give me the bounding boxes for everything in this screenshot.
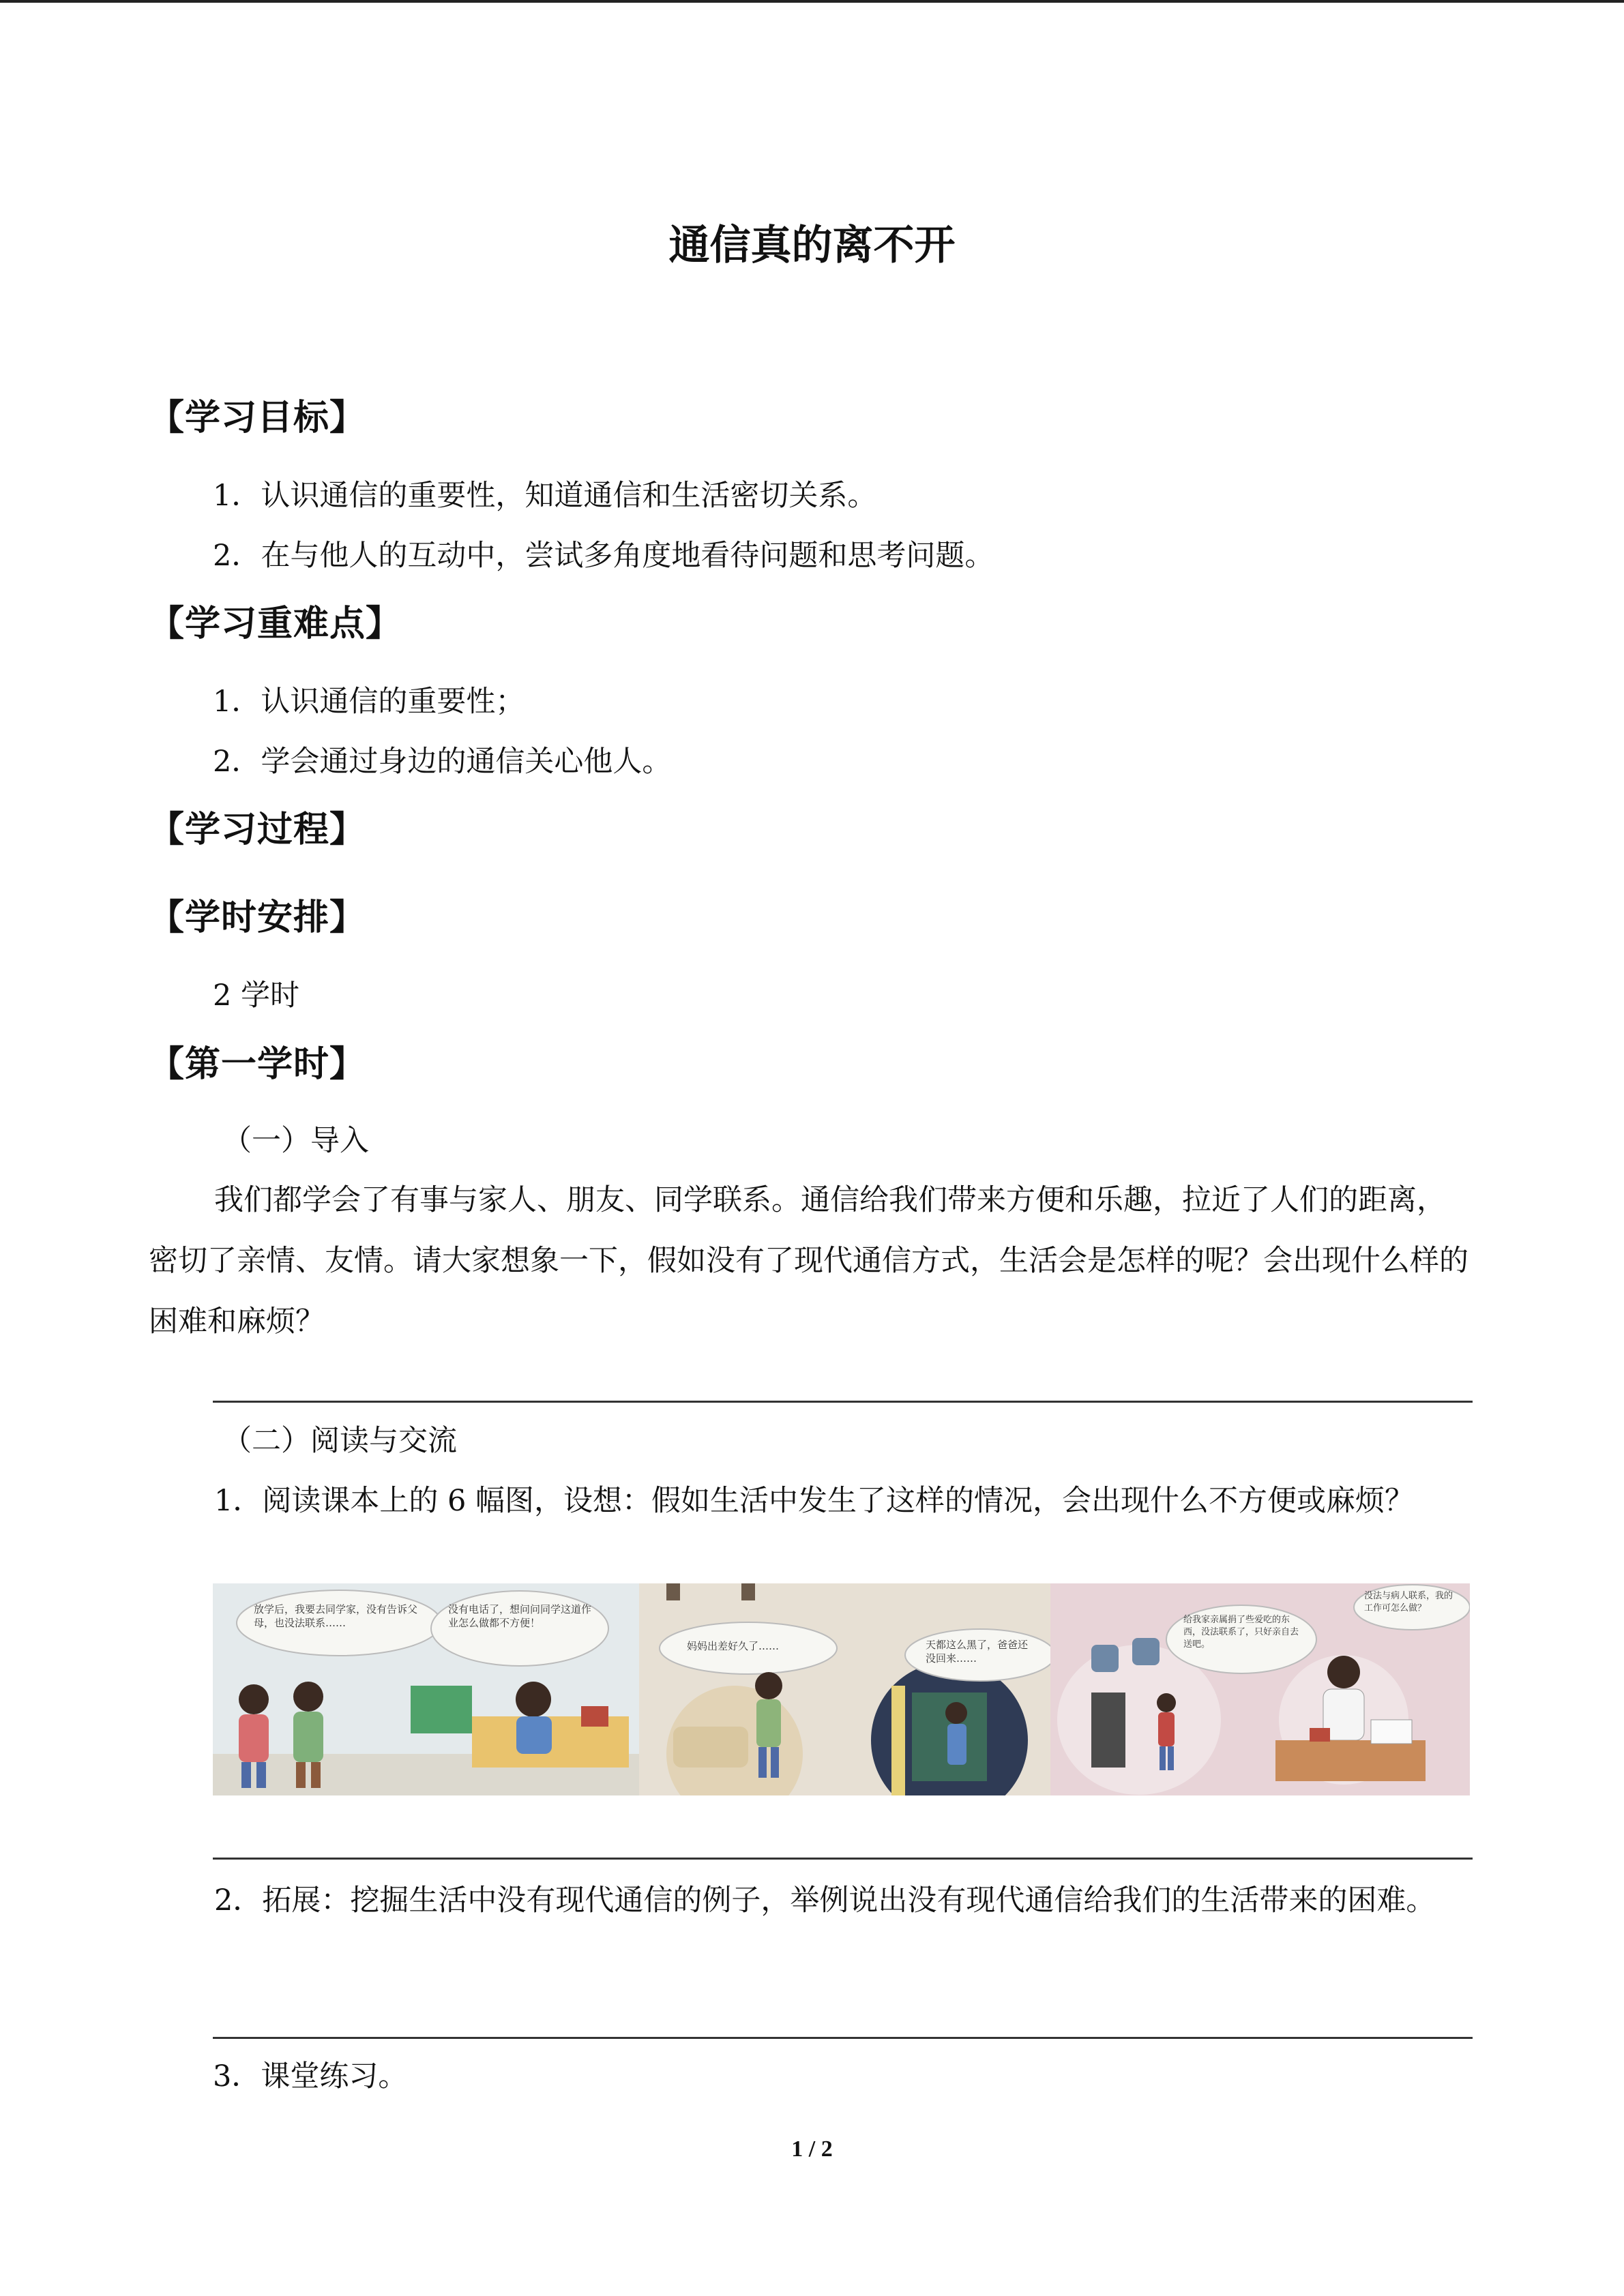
item-1-text: 1．阅读课本上的 6 幅图，设想：假如生活中发生了这样的情况，会出现什么不方便或麻烦？	[214, 1484, 1415, 1518]
goal-item-1: 1．认识通信的重要性，知道通信和生活密切关系。	[213, 479, 877, 513]
answer-line-1	[213, 1401, 1473, 1403]
panel-2-drawing	[639, 1583, 1050, 1795]
bubble-text-1: 放学后，我要去同学家，没有告诉父母，也没法联系……	[254, 1603, 418, 1629]
reading-label: （二）阅读与交流	[222, 1424, 457, 1458]
bubble-text-4: 天都这么黑了，爸爸还没回来……	[926, 1639, 1029, 1665]
illustration-panel-2	[639, 1583, 1050, 1795]
heading-process: 【学习过程】	[149, 809, 366, 850]
intro-paragraph: 我们都学会了有事与家人、朋友、同学联系。通信给我们带来方便和乐趣，拉近了人们的距离，密切了亲情、友情。请大家想象一下，假如没有了现代通信方式，生活会是怎样的呢？会出现什么样的困难和麻烦？	[149, 1183, 1468, 1339]
textbook-illustration	[213, 1583, 1470, 1795]
heading-lesson1: 【第一学时】	[149, 1044, 366, 1085]
keypoint-item-1: 1．认识通信的重要性；	[213, 685, 525, 719]
keypoint-item-2: 2．学会通过身边的通信关心他人。	[213, 745, 672, 779]
heading-keypoints: 【学习重难点】	[149, 603, 402, 644]
illustration-panel-1	[213, 1583, 639, 1795]
top-border	[0, 0, 1624, 3]
bubble-text-6: 没法与病人联系，我的工作可怎么做？	[1364, 1591, 1453, 1613]
heading-goals: 【学习目标】	[149, 398, 366, 438]
bubble-text-3: 妈妈出差好久了……	[687, 1640, 780, 1652]
goal-item-2: 2．在与他人的互动中，尝试多角度地看待问题和思考问题。	[213, 539, 994, 573]
heading-schedule: 【学时安排】	[149, 897, 366, 938]
illustration-panel-3	[1050, 1583, 1470, 1795]
bubble-text-2: 没有电话了，想问问同学这道作业怎么做都不方便！	[448, 1603, 592, 1629]
bubble-text-5: 给我家亲属捐了些爱吃的东西，没法联系了，只好亲自去送吧。	[1183, 1615, 1299, 1650]
document-title: 通信真的离不开	[668, 222, 956, 269]
answer-line-2	[213, 1858, 1473, 1860]
schedule-value: 2 学时	[213, 979, 300, 1013]
answer-line-3	[213, 2037, 1473, 2039]
page-number: 1 / 2	[791, 2136, 833, 2162]
item-3-text: 3．课堂练习。	[213, 2059, 408, 2093]
intro-label: （一）导入	[222, 1124, 369, 1158]
item-2-text: 2．拓展：挖掘生活中没有现代通信的例子，举例说出没有现代通信给我们的生活带来的困难。	[214, 1883, 1436, 1918]
